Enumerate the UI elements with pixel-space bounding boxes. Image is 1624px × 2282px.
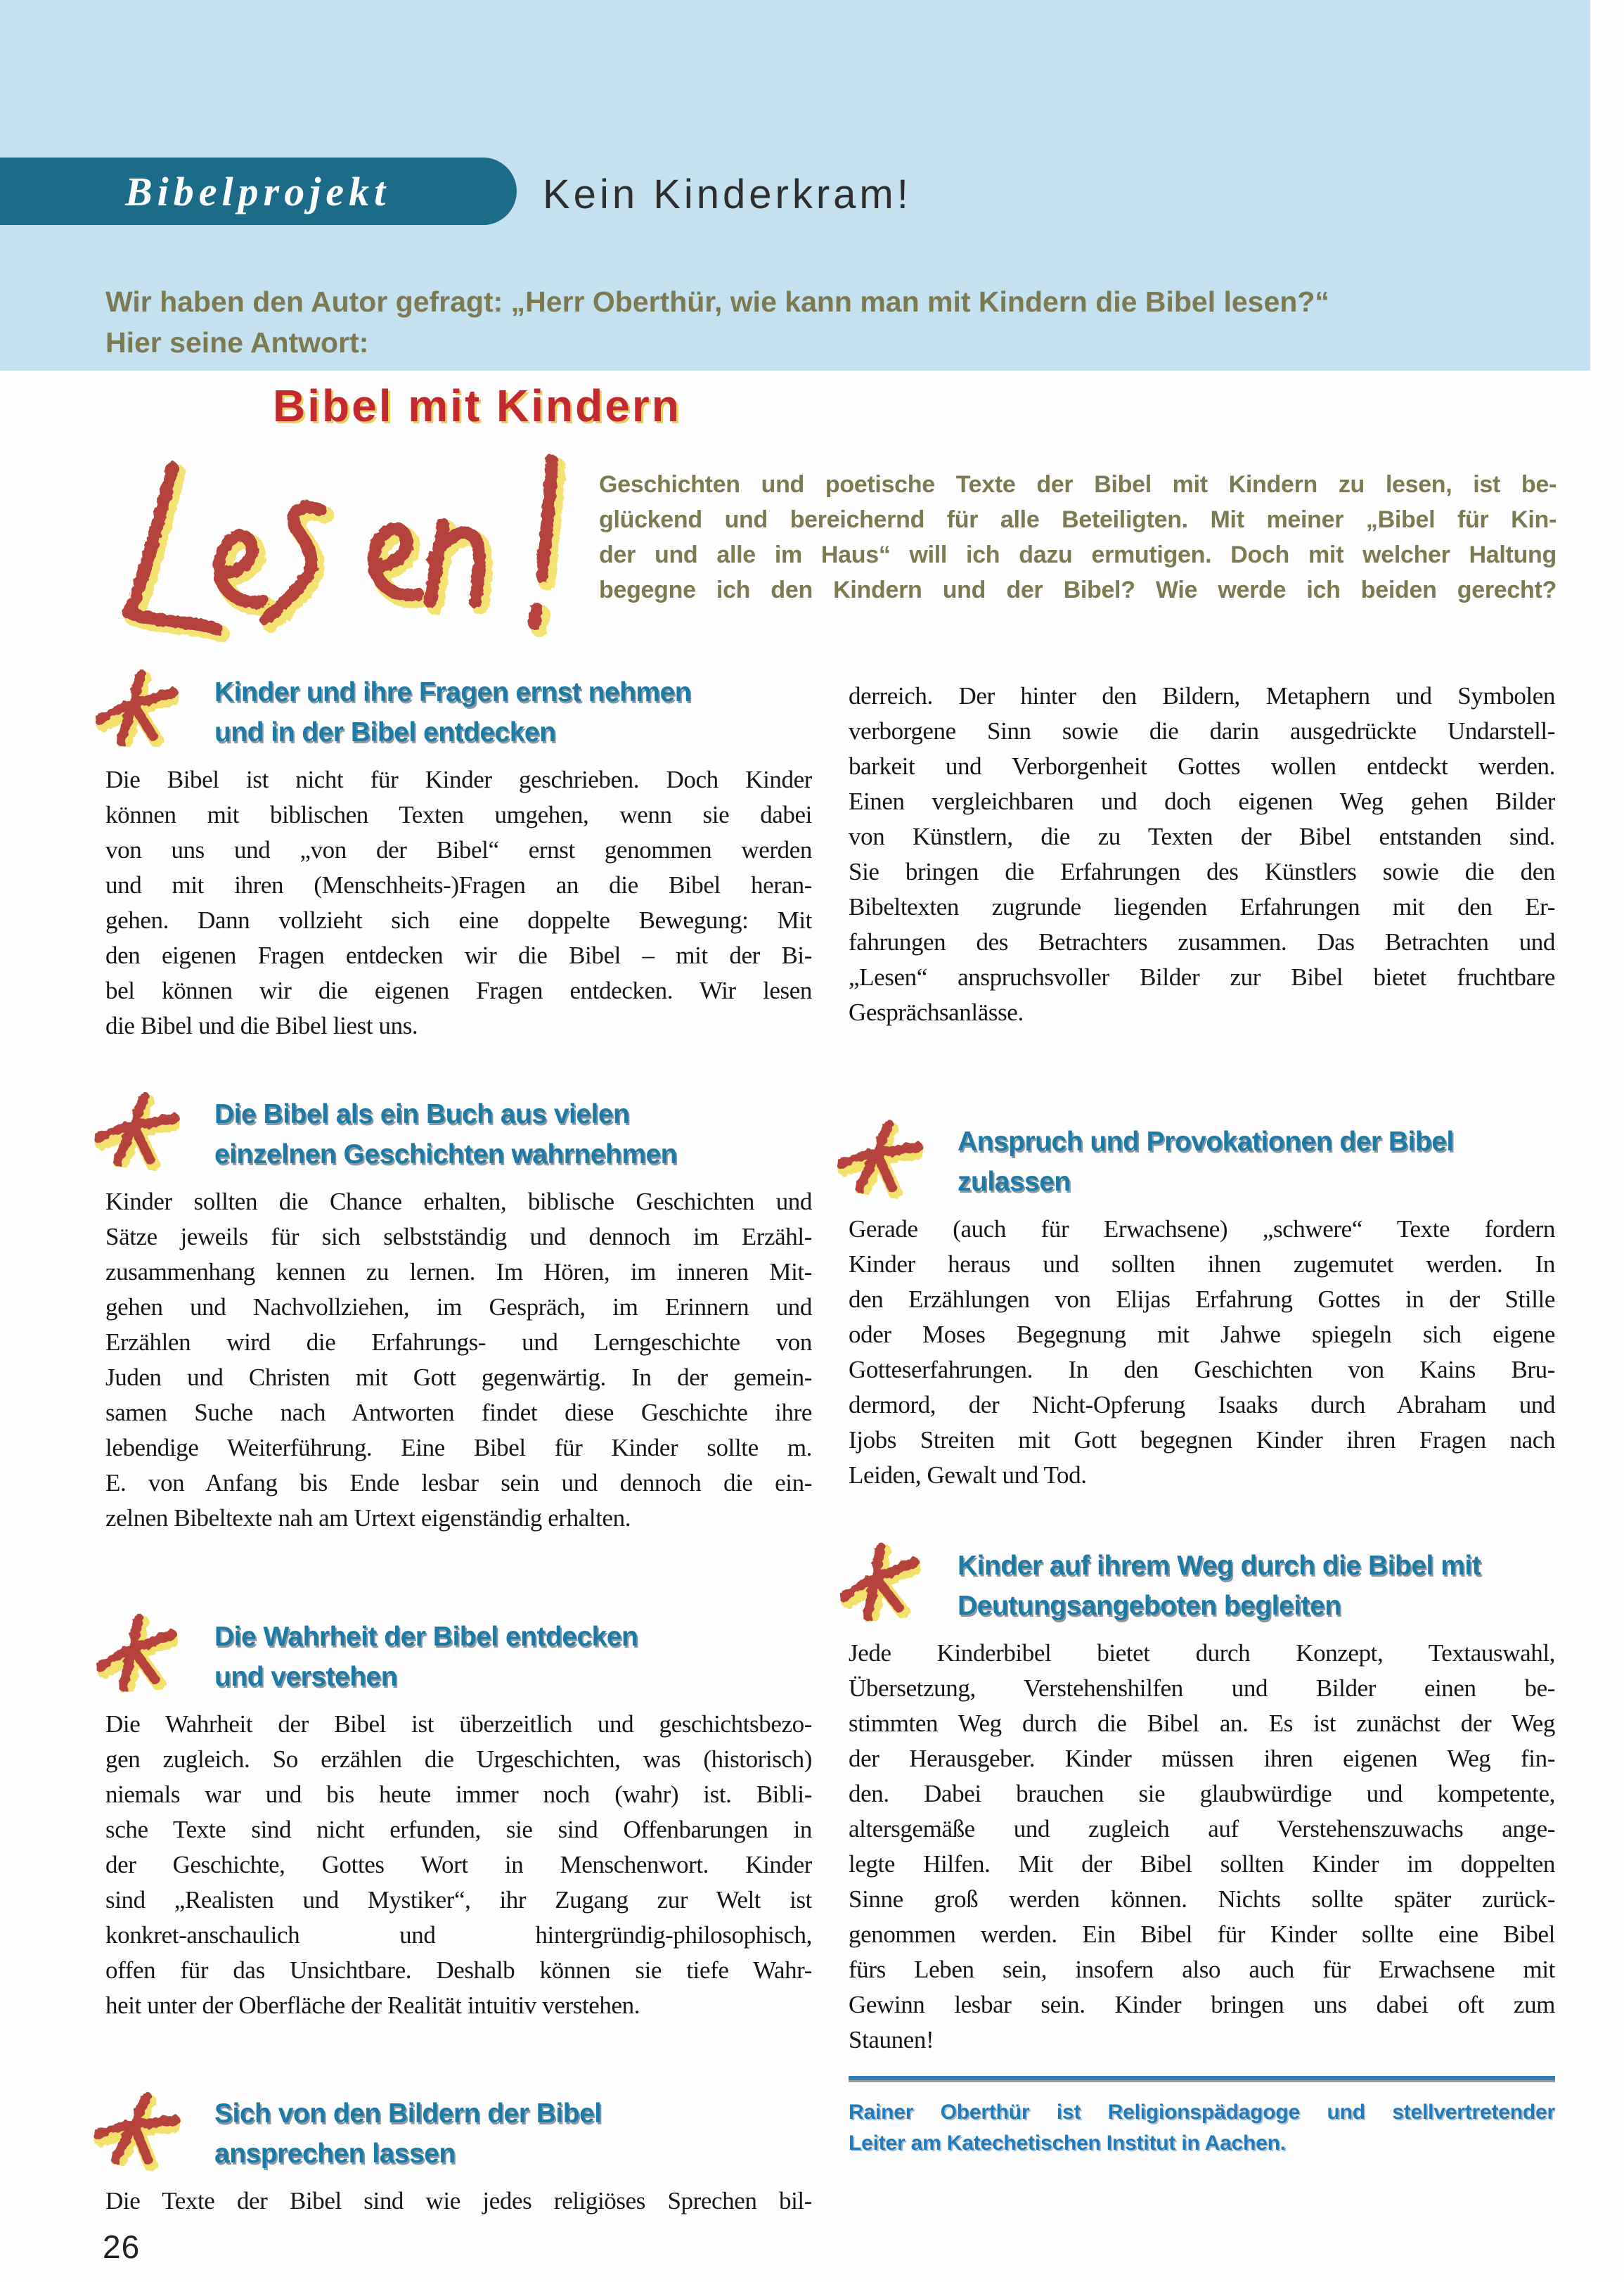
body-line: den Erzählungen von Elijas Erfahrung Gottes in der Stille — [849, 1286, 1555, 1313]
body-line: Erzählen wird die Erfahrungs- und Lerngeschichte von — [105, 1328, 812, 1356]
body-line: Bibeltexten zugrunde liegenden Erfahrungen mit den Er- — [849, 893, 1555, 921]
footnote-line: Leiter am Katechetischen Institut in Aachen. — [849, 2132, 1286, 2155]
section-deutungsangebote — [849, 1546, 1555, 2058]
body-line: Die Wahrheit der Bibel ist überzeitlich und geschichtsbezo- — [105, 1710, 812, 1738]
section-heading-line: und in der Bibel entdecken — [214, 717, 556, 748]
body-line: und mit ihren (Menschheits-)Fragen an die Bibel heran- — [105, 871, 812, 899]
body-line: Übersetzung, Verstehenshilfen und Bilder einen be- — [849, 1674, 1555, 1702]
body-line: heit unter der Oberfläche der Realität intuitiv verstehen. — [105, 1992, 640, 2019]
body-line: Sinne groß werden können. Nichts sollte später zurück- — [849, 1885, 1555, 1913]
body-line: genommen werden. Ein Bibel für Kinder sollte eine Bibel — [849, 1921, 1555, 1948]
body-line: Gerade (auch für Erwachsene) „schwere“ Texte fordern — [849, 1215, 1555, 1243]
body-line: altersgemäße und zugleich auf Verstehenszuwachs ange- — [849, 1815, 1555, 1842]
section-kinder-fragen — [105, 672, 812, 1044]
body-line: Leiden, Gewalt und Tod. — [849, 1461, 1087, 1489]
body-line: fürs Leben sein, insofern also auch für Erwachsene mit — [849, 1956, 1555, 1983]
body-line: dermord, der Nicht-Opferung Isaaks durch Abraham und — [849, 1391, 1555, 1418]
body-line: Kinder sollten die Chance erhalten, biblische Geschichten und — [105, 1188, 812, 1215]
body-line: Jede Kinderbibel bietet durch Konzept, Textauswahl, — [849, 1639, 1555, 1667]
body-line: bel können wir die eigenen Fragen entdecken. Wir lesen — [105, 977, 812, 1004]
section-heading-line: Sich von den Bildern der Bibel — [214, 2098, 602, 2129]
crayon-asterisk-icon — [96, 669, 179, 747]
section-heading-line: ansprechen lassen — [214, 2139, 456, 2169]
section-heading-line: Deutungsangeboten begleiten — [958, 1591, 1341, 1621]
body-line: Gesprächsanlässe. — [849, 999, 1024, 1026]
body-line: der Herausgeber. Kinder müssen ihren eigenen Weg fin- — [849, 1745, 1555, 1772]
body-line: offen für das Unsichtbare. Deshalb können sie tiefe Wahr- — [105, 1956, 812, 1984]
section-heading-line: Kinder und ihre Fragen ernst nehmen — [214, 677, 692, 707]
section-heading-line: Die Wahrheit der Bibel entdecken — [214, 1622, 638, 1652]
intro-line: begegne ich den Kindern und der Bibel? Wie werde ich beiden gerecht? — [599, 577, 1557, 603]
footnote-rule — [849, 2076, 1555, 2080]
body-line: Einen vergleichbaren und doch eigenen Weg gehen Bilder — [849, 788, 1555, 815]
article-columns — [105, 661, 1555, 2219]
body-line: konkret-anschaulich und hintergründig-philosophisch, — [105, 1921, 812, 1949]
body-line: sind „Realisten und Mystiker“, ihr Zugang zur Welt ist — [105, 1886, 812, 1914]
body-line: Gewinn lesbar sein. Kinder bringen uns dabei oft zum — [849, 1991, 1555, 2018]
body-line: zelnen Bibeltexte nah am Urtext eigenständig erhalten. — [105, 1504, 631, 1532]
section-heading-line: einzelnen Geschichten wahrnehmen — [214, 1139, 678, 1169]
body-line: gehen und Nachvollziehen, im Gespräch, im Erinnern und — [105, 1293, 812, 1321]
body-line: niemals war und bis heute immer noch (wahr) ist. Bibli- — [105, 1781, 812, 1808]
section-bilder-fortsetzung — [849, 679, 1555, 1030]
section-wahrheit-der-bibel — [105, 1617, 812, 2023]
body-line: können mit biblischen Texten umgehen, wenn sie dabei — [105, 801, 812, 828]
page-title: Kein Kinderkram! — [543, 172, 912, 217]
body-line: verborgene Sinn sowie die darin ausgedrückte Undarstell- — [849, 717, 1555, 745]
intro-question-line: Hier seine Antwort: — [105, 326, 369, 359]
crayon-asterisk-icon — [89, 2084, 184, 2175]
intro-line: glückend und bereichernd für alle Beteiligten. Mit meiner „Bibel für Kin- — [599, 506, 1557, 533]
body-line: „Lesen“ anspruchsvoller Bilder zur Bibel bietet fruchtbare — [849, 963, 1555, 991]
crayon-asterisk-icon — [835, 1539, 926, 1624]
section-bilder-der-bibel — [105, 2094, 812, 2219]
body-line: gehen. Dann vollzieht sich eine doppelte Bewegung: Mit — [105, 906, 812, 934]
body-line: den eigenen Fragen entdecken wir die Bibel – mit der Bi- — [105, 942, 812, 969]
body-line: Staunen! — [849, 2026, 934, 2053]
body-line: legte Hilfen. Mit der Bibel sollten Kinder im doppelten — [849, 1850, 1555, 1878]
section-heading-line: und verstehen — [214, 1662, 398, 1692]
intro-question-line: Wir haben den Autor gefragt: „Herr Oberthür, wie kann man mit Kindern die Bibel lesen?“ — [105, 286, 1329, 318]
body-line: sche Texte sind nicht erfunden, sie sind Offenbarungen in — [105, 1816, 812, 1843]
body-line: Gotteserfahrungen. In den Geschichten von Kains Bru- — [849, 1356, 1555, 1383]
section-buch-aus-geschichten — [105, 1094, 812, 1536]
section-heading-line: Anspruch und Provokationen der Bibel — [958, 1127, 1454, 1157]
body-line: lebendige Weiterführung. Eine Bibel für Kinder sollte m. — [105, 1434, 812, 1461]
banner-label: Bibelprojekt — [125, 168, 391, 214]
body-line: barkeit und Verborgenheit Gottes wollen entdeckt werden. — [849, 752, 1555, 780]
crayon-asterisk-icon — [93, 1611, 181, 1694]
left-column — [105, 661, 812, 2219]
body-line: zusammenhang kennen zu lernen. Im Hören, im inneren Mit- — [105, 1258, 812, 1286]
footnote-line: Rainer Oberthür ist Religionspädagoge und stellvertretender — [849, 2101, 1555, 2124]
right-column — [849, 661, 1555, 2219]
body-line: Sie bringen die Erfahrungen des Künstlers sowie die den — [849, 858, 1555, 885]
intro-line: der und alle im Haus“ will ich dazu ermutigen. Doch mit welcher Haltung — [599, 541, 1557, 568]
author-footnote — [849, 2076, 1555, 2159]
body-line: der Geschichte, Gottes Wort in Menschenwort. Kinder — [105, 1851, 812, 1878]
section-heading-line: Kinder auf ihrem Weg durch die Bibel mit — [958, 1551, 1481, 1581]
intro-question — [105, 281, 1519, 363]
intro-line: Geschichten und poetische Texte der Bibel mit Kindern zu lesen, ist be- — [599, 471, 1557, 498]
body-line: E. von Anfang bis Ende lesbar sein und dennoch die ein- — [105, 1469, 812, 1496]
body-line: oder Moses Begegnung mit Jahwe spiegeln sich eigene — [849, 1321, 1555, 1348]
body-line: stimmten Weg durch die Bibel an. Es ist zunächst der Weg — [849, 1710, 1555, 1737]
body-line: Die Texte der Bibel sind wie jedes religiöses Sprechen bil- — [105, 2187, 812, 2214]
body-line: Juden und Christen mit Gott gegenwärtig. In der gemein- — [105, 1364, 812, 1391]
section-heading-line: Die Bibel als ein Buch aus vielen — [214, 1099, 630, 1129]
body-line: gen zugleich. So erzählen die Urgeschichten, was (historisch) — [105, 1745, 812, 1773]
body-line: fahrungen des Betrachters zusammen. Das Betrachten und — [849, 928, 1555, 956]
page-number: 26 — [103, 2229, 141, 2265]
section-heading-line: zulassen — [958, 1167, 1071, 1197]
body-line: Kinder heraus und sollten ihnen zugemutet werden. In — [849, 1250, 1555, 1278]
body-line: von Künstlern, die zu Texten der Bibel entstanden sind. — [849, 823, 1555, 850]
body-line: samen Suche nach Antworten findet diese Geschichte ihre — [105, 1399, 812, 1426]
article-intro — [599, 467, 1557, 608]
body-line: von uns und „von der Bibel“ ernst genommen werden — [105, 836, 812, 864]
article-kicker: Bibel mit Kindern — [273, 380, 681, 431]
crayon-asterisk-icon — [834, 1113, 927, 1201]
body-line: Sätze jeweils für sich selbstständig und dennoch im Erzähl- — [105, 1223, 812, 1250]
body-line: Ijobs Streiten mit Gott begegnen Kinder ihren Fragen nach — [849, 1426, 1555, 1454]
section-anspruch-provokationen — [849, 1122, 1555, 1493]
crayon-asterisk-icon — [92, 1087, 183, 1173]
body-line: Die Bibel ist nicht für Kinder geschrieben. Doch Kinder — [105, 766, 812, 793]
section-banner — [0, 158, 517, 225]
body-line: den. Dabei brauchen sie glaubwürdige und kompetente, — [849, 1780, 1555, 1807]
body-line: derreich. Der hinter den Bildern, Metaphern und Symbolen — [849, 682, 1555, 710]
lesen-logo — [112, 442, 591, 649]
body-line: die Bibel und die Bibel liest uns. — [105, 1012, 418, 1039]
